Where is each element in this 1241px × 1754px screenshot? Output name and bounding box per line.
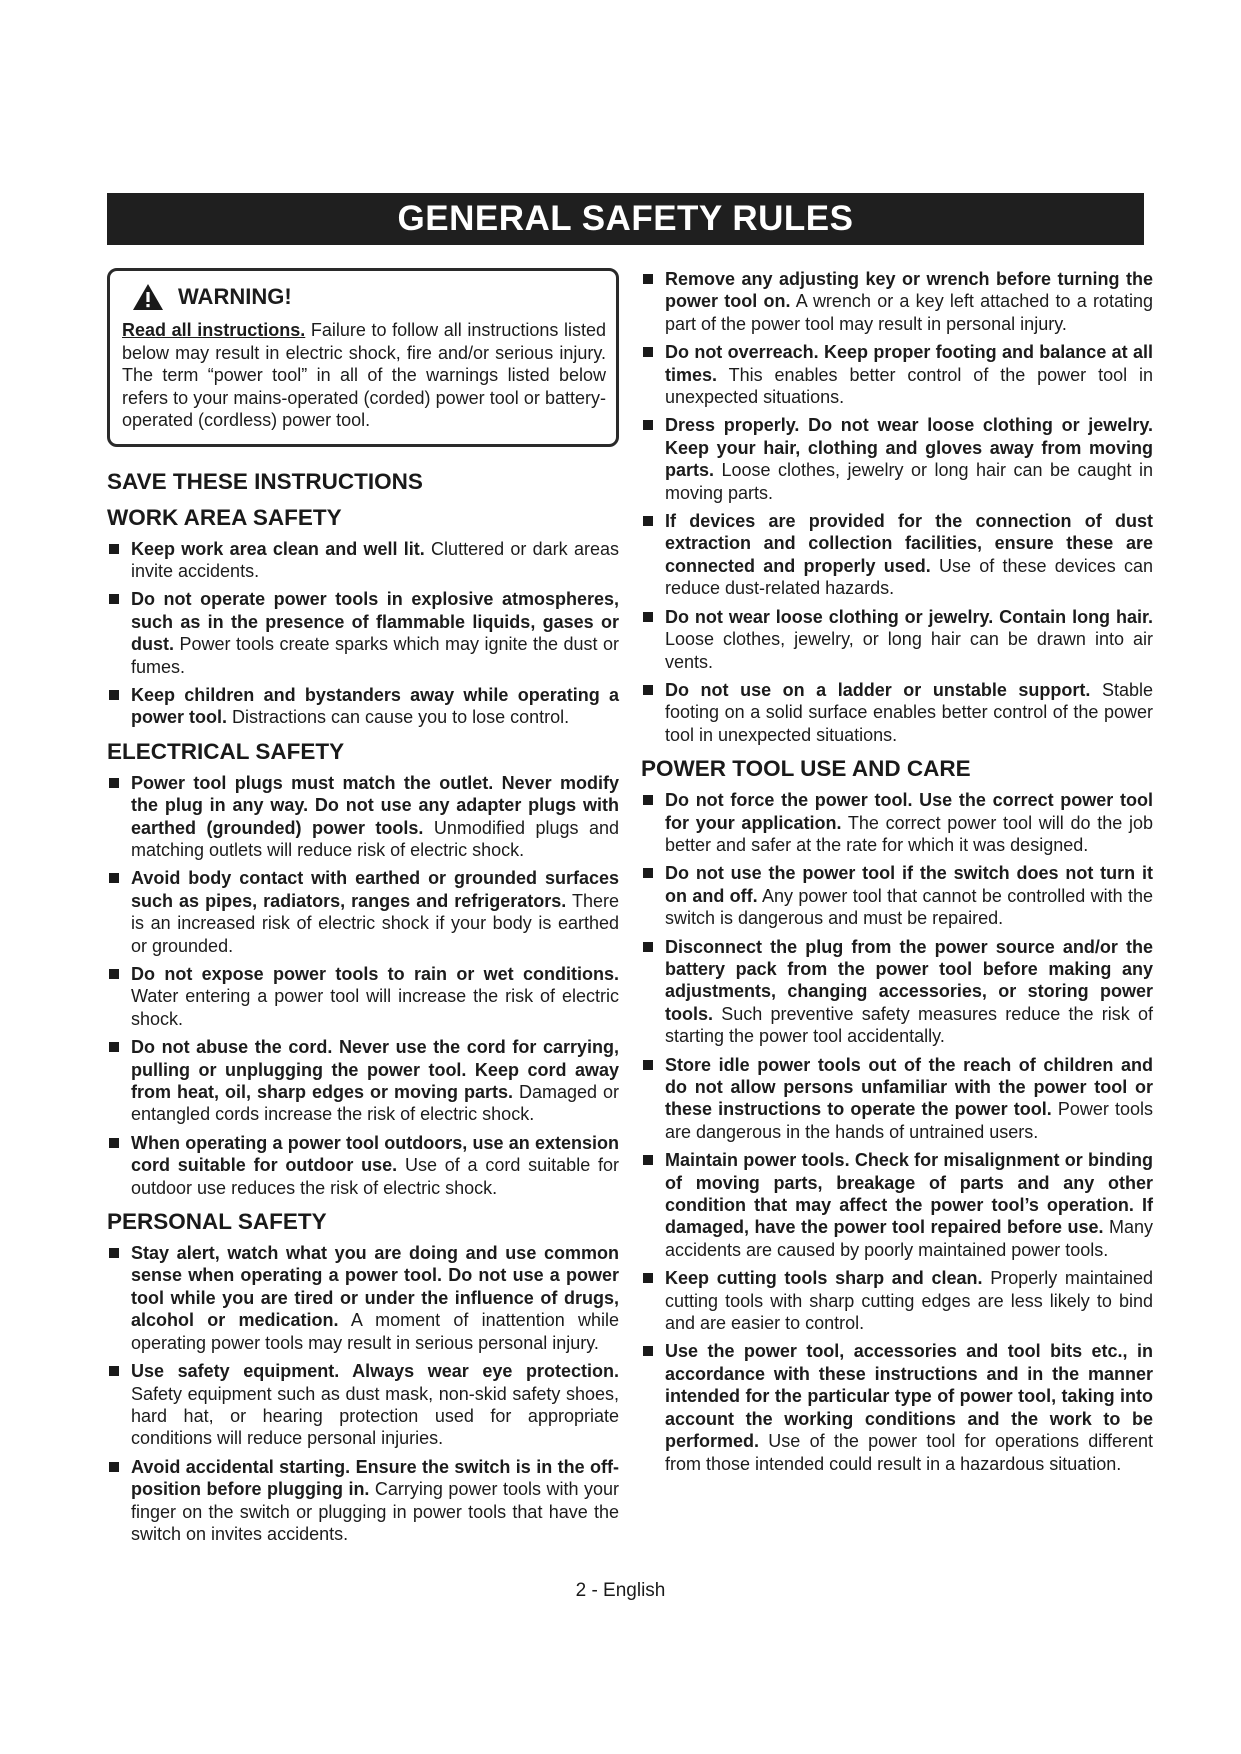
rule-text: The correct power tool will do the job better and safer at the rate for which it was designed. [665, 812, 1153, 855]
rule-bold: Avoid accidental starting. Ensure the switch is in the off-position before plugging in. [131, 1456, 619, 1500]
rule-text: Use of a cord suitable for outdoor use reduces the risk of electric shock. [131, 1155, 619, 1198]
rule-text: There is an increased risk of electric shock if your body is earthed or grounded. [131, 890, 619, 956]
list-item [641, 789, 1153, 856]
rule-bold: Keep cutting tools sharp and clean. [665, 1268, 983, 1289]
list-item [107, 588, 619, 678]
work-area-heading: WORK AREA SAFETY [107, 504, 342, 530]
rule-text: Safety equipment such as dust mask, non-skid safety shoes, hard hat, or hearing protection used for appropriate conditions will reduce personal injuries. [131, 1383, 619, 1449]
personal-list [107, 1242, 619, 1545]
personal-heading: PERSONAL SAFETY [107, 1209, 327, 1235]
power-tool-heading: POWER TOOL USE AND CARE [641, 756, 971, 782]
rule-text: Stable footing on a solid surface enables better control of the power tool in unexpected situations. [665, 679, 1153, 745]
list-item [107, 538, 619, 583]
rule-text: Use of the power tool for operations different from those intended could result in a hazardous situation. [665, 1431, 1153, 1474]
rule-text: Loose clothes, jewelry, or long hair can be drawn into air vents. [665, 629, 1153, 672]
rule-text: Power tools create sparks which may ignite the dust or fumes. [131, 634, 619, 677]
left-column [107, 268, 619, 1553]
list-item [107, 1242, 619, 1354]
rule-text: Cluttered or dark areas invite accidents. [131, 538, 619, 581]
page-footer: 2 - English [575, 1580, 666, 1601]
rule-bold: Do not expose power tools to rain or wet conditions. [131, 964, 619, 984]
rule-bold: Use the power tool, accessories and tool bits etc., in accordance with these instructions and in the manner intended for the particular type of power tool, taking into account the working conditions and the work to be performed. [665, 1341, 1153, 1452]
rule-bold: Power tool plugs must match the outlet. Never modify the plug in any way. Do not use any adapter plugs with earthed (grounded) power tools. [131, 772, 619, 838]
rule-text: Damaged or entangled cords increase the risk of electric shock. [131, 1082, 619, 1125]
rule-bold: Use safety equipment. Always wear eye protection. [131, 1361, 619, 1382]
rule-bold: If devices are provided for the connection of dust extraction and collection facilities, ensure these are connected and properly used. [665, 511, 1153, 576]
electrical-heading: ELECTRICAL SAFETY [107, 738, 345, 764]
rule-bold: Keep work area clean and well lit. [131, 538, 425, 559]
list-item [641, 414, 1153, 504]
rule-text: A moment of inattention while operating power tools may result in serious personal injury. [131, 1310, 619, 1353]
rule-bold: Store idle power tools out of the reach of children and do not allow persons unfamiliar with the power tool or these instructions to operate the power tool. [665, 1054, 1153, 1120]
rule-text: A wrench or a key left attached to a rotating part of the power tool may result in personal injury. [665, 291, 1153, 334]
warning-text [122, 319, 606, 432]
rule-bold: Do not use the power tool if the switch does not turn it on and off. [665, 863, 1153, 906]
list-item [641, 1149, 1153, 1261]
list-item [107, 1360, 619, 1450]
rule-bold: Do not use on a ladder or unstable support. [665, 679, 1091, 700]
list-item [641, 341, 1153, 408]
rule-text: This enables better control of the power tool in unexpected situations. [665, 364, 1153, 408]
rule-text: Water entering a power tool will increase the risk of electric shock. [131, 986, 619, 1029]
work-area-list [107, 538, 619, 729]
rule-bold: When operating a power tool outdoors, use an extension cord suitable for outdoor use. [131, 1132, 619, 1176]
right-column [641, 268, 1153, 1483]
list-item [107, 867, 619, 957]
list-item [107, 772, 619, 862]
rule-text: Carrying power tools with your finger on the switch or plugging in power tools that have the switch on invites accidents. [131, 1479, 619, 1544]
list-item [641, 862, 1153, 929]
list-item [107, 963, 619, 1030]
warning-triangle-icon [132, 283, 164, 311]
list-item [641, 1340, 1153, 1474]
list-item [641, 606, 1153, 673]
rule-text: Many accidents are caused by poorly maintained power tools. [665, 1217, 1153, 1260]
rule-text: Use of these devices can reduce dust-related hazards. [665, 555, 1153, 599]
rule-bold: Do not operate power tools in explosive atmospheres, such as in the presence of flammable liquids, gases or dust. [131, 589, 619, 655]
rule-bold: Do not wear loose clothing or jewelry. Contain long hair. [665, 606, 1153, 627]
rule-bold: Disconnect the plug from the power source and/or the battery pack from the power tool before making any adjustments, changing accessories, or storing power tools. [665, 936, 1153, 1024]
warning-body: Failure to follow all instructions listed below may result in electric shock, fire and/or serious injury. The term “power tool” in all of the warnings listed below refers to your mains-operated (corded) power tool or battery-operated (cordless) power tool. [122, 320, 606, 430]
page-title: GENERAL SAFETY RULES [107, 193, 1144, 245]
list-item [641, 268, 1153, 335]
list-item [641, 510, 1153, 600]
list-item [641, 936, 1153, 1048]
rule-text: Any power tool that cannot be controlled with the switch is dangerous and must be repaired. [665, 885, 1153, 929]
rule-text: Power tools are dangerous in the hands of untrained users. [665, 1099, 1153, 1142]
list-item [107, 684, 619, 729]
rule-text: Such preventive safety measures reduce the risk of starting the power tool accidentally. [665, 1003, 1153, 1047]
list-item [107, 1132, 619, 1199]
rule-bold: Dress properly. Do not wear loose clothing or jewelry. Keep your hair, clothing and gloves away from moving parts. [665, 415, 1153, 481]
warning-header [122, 283, 606, 311]
rule-bold: Do not force the power tool. Use the correct power tool for your application. [665, 790, 1153, 833]
electrical-list [107, 772, 619, 1199]
rule-bold: Keep children and bystanders away while operating a power tool. [131, 684, 619, 728]
rule-bold: Maintain power tools. Check for misalignment or binding of moving parts, breakage of parts and any other condition that may affect the power tool’s operation. If damaged, have the power tool repaired before use. [665, 1150, 1153, 1238]
list-item [641, 1267, 1153, 1334]
list-item [107, 1036, 619, 1126]
power-tool-list [641, 789, 1153, 1475]
rule-bold: Do not abuse the cord. Never use the cord for carrying, pulling or unplugging the power tool. Keep cord away from heat, oil, sharp edges or moving parts. [131, 1037, 619, 1103]
rule-text: Loose clothes, jewelry or long hair can be caught in moving parts. [665, 460, 1153, 503]
personal-continued-list [641, 268, 1153, 746]
rule-text: Unmodified plugs and matching outlets will reduce risk of electric shock. [131, 817, 619, 860]
save-instructions-heading: SAVE THESE INSTRUCTIONS [107, 468, 423, 494]
warning-box [107, 268, 619, 447]
rule-text: Properly maintained cutting tools with sharp cutting edges are less likely to bind and are easier to control. [665, 1268, 1153, 1334]
list-item [641, 679, 1153, 746]
warning-title: WARNING! [178, 284, 292, 309]
warning-lead: Read all instructions. [122, 320, 306, 340]
list-item [641, 1054, 1153, 1144]
rule-bold: Remove any adjusting key or wrench before turning the power tool on. [665, 269, 1153, 312]
rule-text: Distractions can cause you to lose control. [227, 707, 570, 728]
rule-bold: Avoid body contact with earthed or grounded surfaces such as pipes, radiators, ranges and refrigerators. [131, 868, 619, 911]
rule-bold: Stay alert, watch what you are doing and use common sense when operating a power tool. Do not use a power tool while you are tired or under the influence of drugs, alcohol or medication. [131, 1243, 619, 1331]
rule-bold: Do not overreach. Keep proper footing and balance at all times. [665, 342, 1153, 385]
list-item [107, 1456, 619, 1546]
